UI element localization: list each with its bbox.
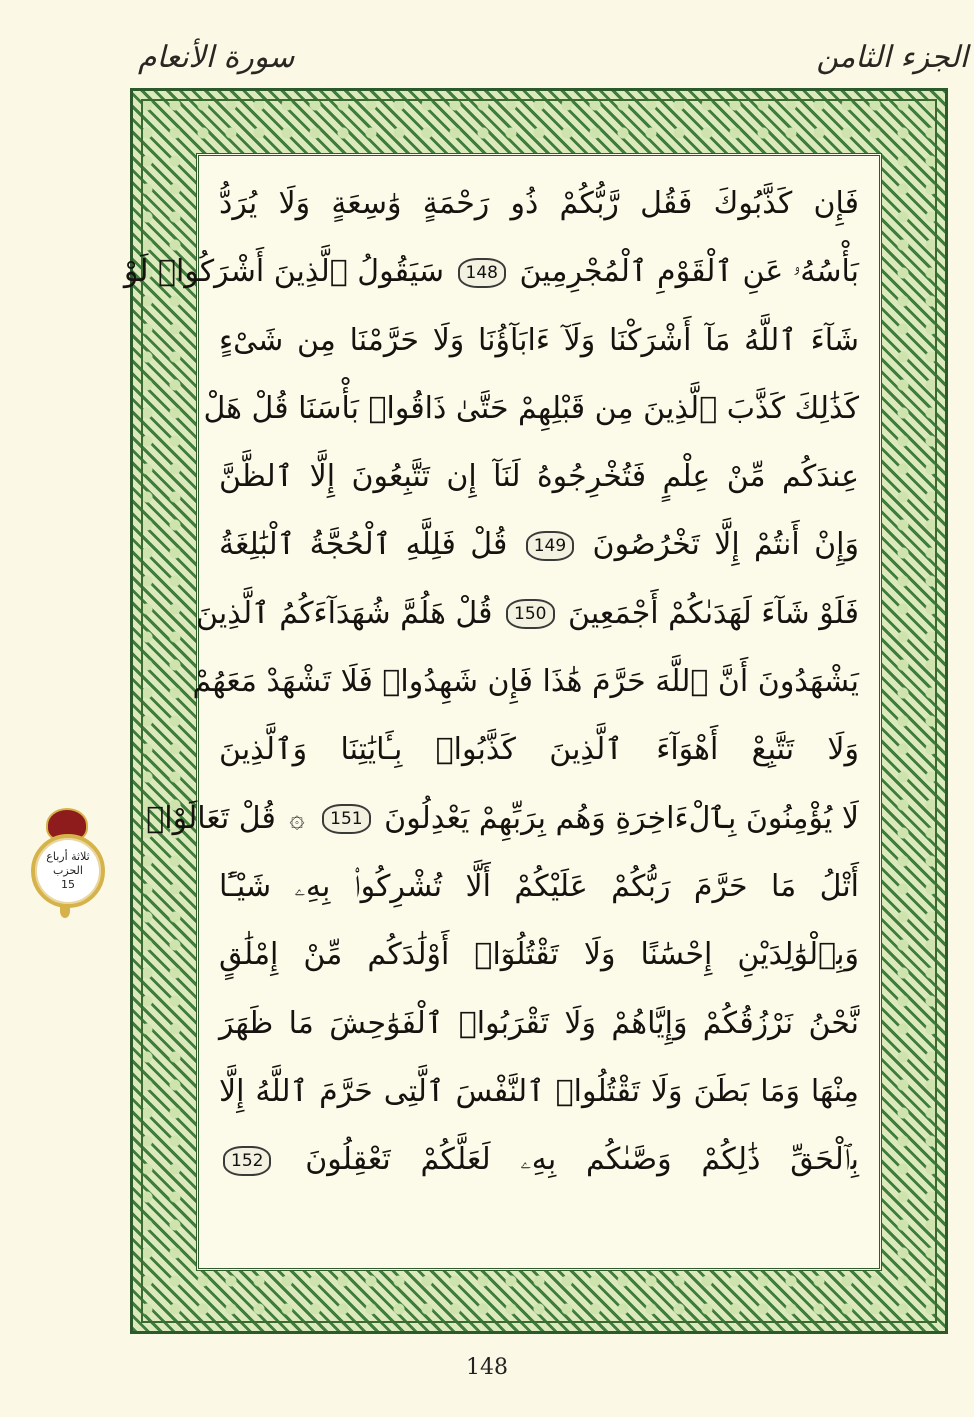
quran-text-panel <box>123 153 882 1271</box>
ayah-number-marker: 149 <box>526 531 574 561</box>
verse-text: قُلْ تَعَالَوْا۟ <box>146 800 276 836</box>
verse-text: قُلْ هَلُمَّ شُهَدَآءَكُمُ ٱلَّذِينَ <box>196 595 493 631</box>
ayah-number-marker: 150 <box>506 599 554 629</box>
verse-text: فَلَوْ شَآءَ لَهَدَىٰكُمْ أَجْمَعِينَ <box>568 595 859 631</box>
ayah-number-marker: 148 <box>458 258 506 288</box>
verse-line <box>203 375 859 443</box>
verse-line <box>219 1126 859 1194</box>
surah-title: سورة الأنعام <box>138 40 295 75</box>
verse-line <box>196 580 859 648</box>
verse-text: كَذَٰلِكَ كَذَّبَ ٱلَّذِينَ مِن قَبْلِهِمْ حَتَّىٰ ذَاقُوا۟ بَأْسَنَا قُلْ هَلْ <box>203 390 859 426</box>
verse-text: بَأْسُهُۥ عَنِ ٱلْقَوْمِ ٱلْمُجْرِمِينَ <box>519 254 859 290</box>
verse-line <box>219 1058 859 1126</box>
verse-line <box>192 648 859 716</box>
verse-text: قُلْ فَلِلَّهِ ٱلْحُجَّةُ ٱلْبَٰلِغَةُ <box>219 527 508 563</box>
page-number: 148 <box>466 1355 508 1380</box>
verse-line <box>219 307 859 375</box>
verse-text: يَشْهَدُونَ أَنَّ ٱللَّهَ حَرَّمَ هَٰذَا فَإِن شَهِدُوا۟ فَلَا تَشْهَدْ مَعَهُمْ <box>192 664 859 700</box>
ayah-number-marker: 151 <box>322 804 370 834</box>
hizb-ring <box>31 834 105 908</box>
verse-text: وَإِنْ أَنتُمْ إِلَّا تَخْرُصُونَ <box>592 527 859 563</box>
hizb-label-quarter: ثلاثة أرباع <box>46 850 90 863</box>
hizb-number: 15 <box>61 878 75 891</box>
ayah-number-marker: 152 <box>223 1146 271 1176</box>
verse-line <box>146 785 859 853</box>
verse-text: شَآءَ ٱللَّهُ مَآ أَشْرَكْنَا وَلَآ ءَابَآؤُنَا وَلَا حَرَّمْنَا مِن شَىْءٍ <box>219 322 859 358</box>
verse-text: لَا يُؤْمِنُونَ بِٱلْءَاخِرَةِ وَهُم بِرَبِّهِمْ يَعْدِلُونَ <box>384 800 859 836</box>
verse-line <box>219 990 859 1058</box>
verse-text: أَتْلُ مَا حَرَّمَ رَبُّكُمْ عَلَيْكُمْ أَلَّا تُشْرِكُوا۟ بِهِۦ شَيْـًٔا <box>219 868 859 904</box>
verse-line <box>219 716 859 784</box>
verse-text: مِنْهَا وَمَا بَطَنَ وَلَا تَقْتُلُوا۟ ٱلنَّفْسَ ٱلَّتِى حَرَّمَ ٱللَّهُ إِلَّا <box>219 1073 859 1109</box>
verse-line <box>123 238 859 306</box>
verse-text: وَبِٱلْوَٰلِدَيْنِ إِحْسَٰنًا وَلَا تَقْتُلُوٓا۟ أَوْلَٰدَكُم مِّنْ إِمْلَٰقٍ <box>219 937 859 973</box>
juz-title: الجزء الثامن <box>816 40 968 75</box>
verse-text: عِندَكُم مِّنْ عِلْمٍ فَتُخْرِجُوهُ لَنَآ إِن تَتَّبِعُونَ إِلَّا ٱلظَّنَّ <box>219 459 859 495</box>
verse-text: وَلَا تَتَّبِعْ أَهْوَآءَ ٱلَّذِينَ كَذَّبُوا۟ بِـَٔايَٰتِنَا وَٱلَّذِينَ <box>219 732 859 768</box>
verse-line <box>219 511 859 579</box>
hizb-label: الحزب <box>53 864 83 877</box>
verse-line <box>219 443 859 511</box>
verse-text: سَيَقُولُ ٱلَّذِينَ أَشْرَكُوا۟ لَوْ <box>123 254 444 290</box>
verse-text: فَإِن كَذَّبُوكَ فَقُل رَّبُّكُمْ ذُو رَحْمَةٍ وَٰسِعَةٍ وَلَا يُرَدُّ <box>219 186 859 221</box>
hizb-stem-icon <box>60 904 70 918</box>
verse-text: نَّحْنُ نَرْزُقُكُمْ وَإِيَّاهُمْ وَلَا تَقْرَبُوا۟ ٱلْفَوَٰحِشَ مَا ظَهَرَ <box>219 1005 859 1041</box>
hizb-marker <box>28 808 102 920</box>
rub-el-hizb-icon: ۞ <box>289 804 305 835</box>
verse-line <box>219 921 859 989</box>
verse-line <box>219 170 859 238</box>
verse-line <box>219 853 859 921</box>
verse-text: بِٱلْحَقِّ ذَٰلِكُمْ وَصَّىٰكُم بِهِۦ لَعَلَّكُمْ تَعْقِلُونَ <box>305 1142 859 1178</box>
